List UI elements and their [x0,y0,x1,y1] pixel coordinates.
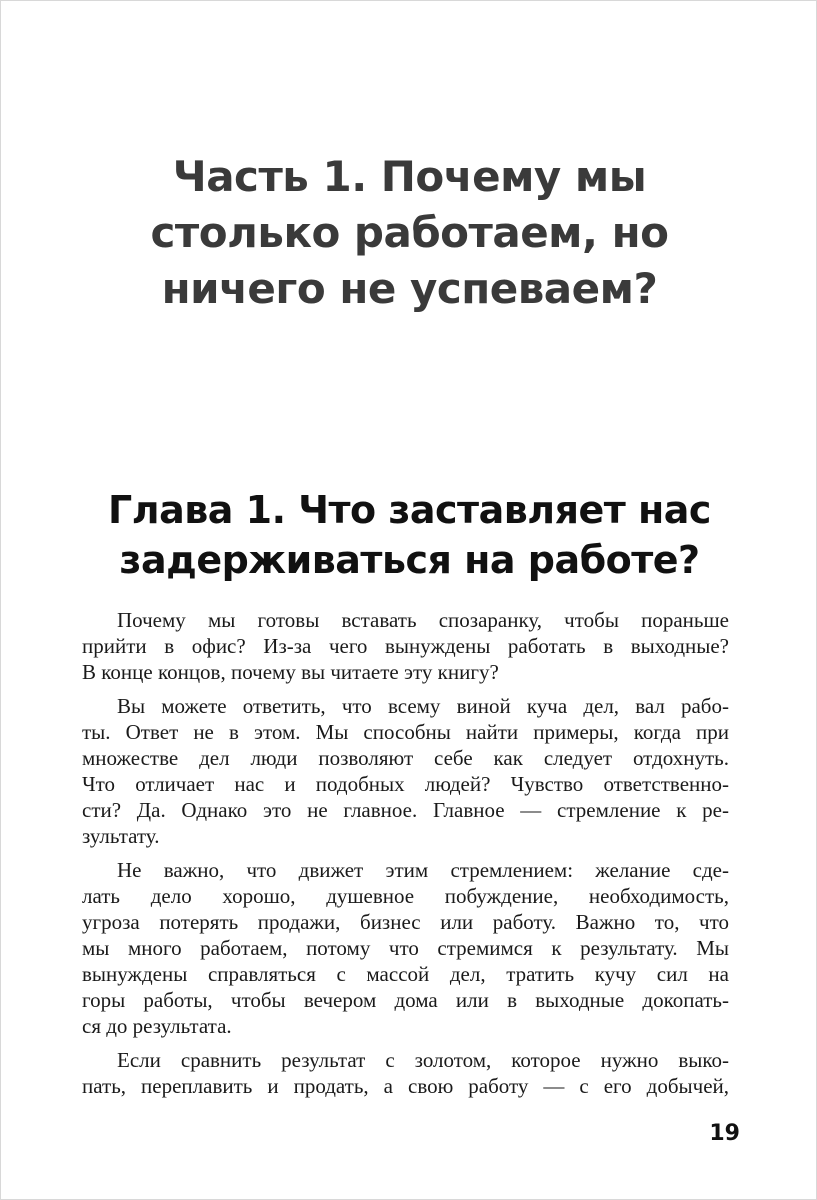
text-line: Если сравнить результат с золотом, которое нужно выко- [117,1048,729,1072]
paragraph [82,1047,729,1099]
part-title-line: Часть 1. Почему мы [172,152,647,201]
text-line: множестве дел люди позволяют себе как следует отдохнуть. [82,746,729,770]
text-line: зультату. [82,824,160,848]
text-line: ся до результата. [82,1014,232,1038]
text-line: ты. Ответ не в этом. Мы способны найти примеры, когда при [82,720,729,744]
text-line: В конце концов, почему вы читаете эту книгу? [82,660,499,684]
part-title-line: столько работаем, но [150,208,669,257]
text-line: лать дело хорошо, душевное побуждение, необходимость, [82,884,729,908]
text-line: мы много работаем, потому что стремимся к результату. Мы [82,936,729,960]
paragraph [82,693,729,849]
text-line: Почему мы готовы вставать спозаранку, чтобы пораньше [117,608,729,632]
page-number: 19 [709,1121,740,1146]
text-line: угроза потерять продажи, бизнес или работу. Важно то, что [82,910,729,934]
text-line: сти? Да. Однако это не главное. Главное — стремление к ре- [82,798,729,822]
part-title [1,149,817,317]
paragraph [82,607,729,685]
chapter-title-line: Глава 1. Что заставляет нас [108,488,711,532]
text-line: Что отличает нас и подобных людей? Чувство ответственно- [82,772,729,796]
paragraph [82,857,729,1039]
part-title-line: ничего не успеваем? [161,264,658,313]
text-line: горы работы, чтобы вечером дома или в выходные докопать- [82,988,729,1012]
chapter-title [1,485,817,585]
text-line: прийти в офис? Из-за чего вынуждены работать в выходные? [82,634,729,658]
text-line: Не важно, что движет этим стремлением: желание сде- [117,858,729,882]
text-line: пать, переплавить и продать, а свою работу — с его добычей, [82,1074,729,1098]
text-line: Вы можете ответить, что всему виной куча дел, вал рабо- [117,694,729,718]
chapter-title-line: задерживаться на работе? [119,538,700,582]
text-line: вынуждены справляться с массой дел, тратить кучу сил на [82,962,729,986]
body-text [82,607,729,1107]
